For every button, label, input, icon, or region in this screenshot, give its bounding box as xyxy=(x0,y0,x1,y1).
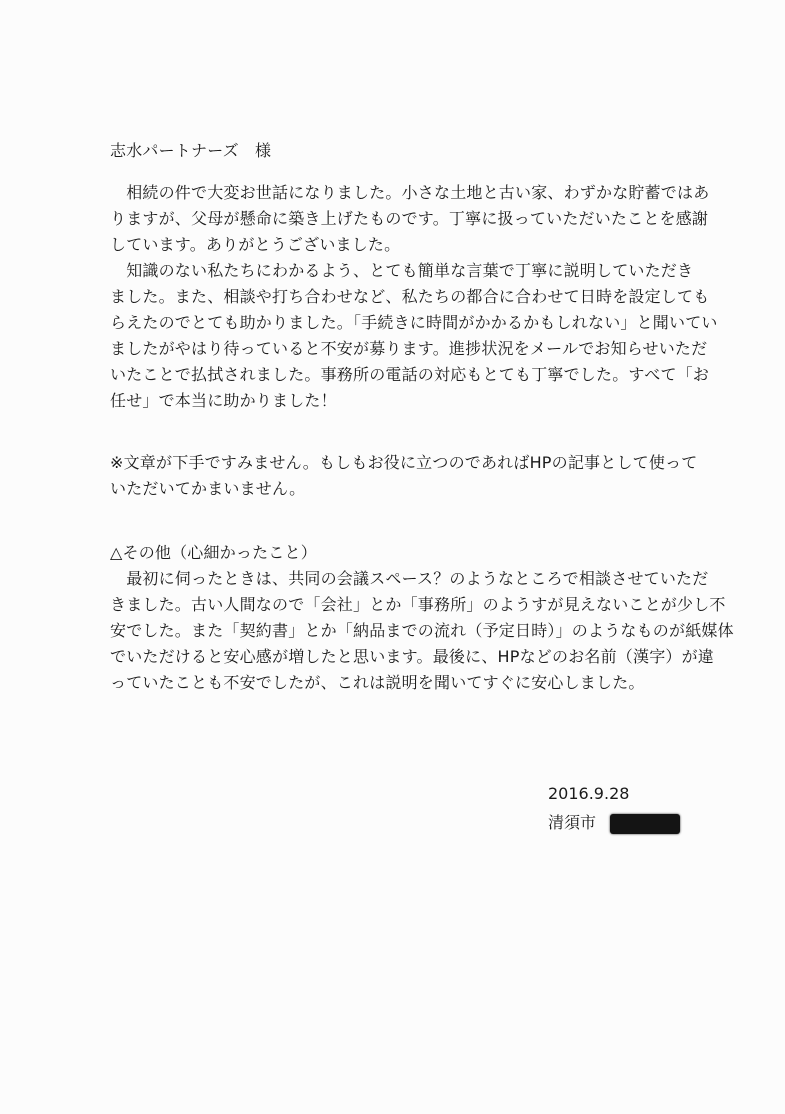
body-line: 知識のない私たちにわかるよう、とても簡単な言葉で丁寧に説明していただき xyxy=(110,261,694,280)
salutation-line: 志水パートナーズ 様 xyxy=(110,141,272,160)
letter-body xyxy=(110,180,718,414)
body-line: 相続の件で大変お世話になりました。小さな土地と古い家、わずかな貯蓄ではあ xyxy=(110,183,710,202)
body-line: 任せ」で本当に助かりました！ xyxy=(110,391,337,410)
other-concerns-section xyxy=(110,540,734,696)
body-line: ました。また、相談や打ち合わせなど、私たちの都合に合わせて日時を設定しても xyxy=(110,287,710,306)
note-line: ※文章が下手ですみません。もしもお役に立つのであればHPの記事として使って xyxy=(110,453,698,472)
other-line: きました。古い人間なので「会社」とか「事務所」のようすが見えないことが少し不 xyxy=(110,595,726,614)
body-line: ましたがやはり待っていると不安が募ります。進捗状況をメールでお知らせいただ xyxy=(110,339,708,358)
body-line: しています。ありがとうございました。 xyxy=(110,235,401,254)
body-line: いたことで払拭されました。事務所の電話の対応もとても丁寧でした。すべて「お xyxy=(110,365,710,384)
signature-line xyxy=(548,808,680,837)
redacted-name xyxy=(610,814,680,834)
body-line: らえたのでとても助かりました。「手続きに時間がかかるかもしれない」と聞いてい xyxy=(110,313,718,332)
other-line: っていたことも不安でしたが、これは説明を聞いてすぐに安心しました。 xyxy=(110,673,645,692)
body-line: りますが、父母が懸命に築き上げたものです。丁寧に扱っていただいたことを感謝 xyxy=(110,209,709,228)
other-heading: △その他（心細かったこと） xyxy=(110,543,317,562)
salutation xyxy=(110,138,710,164)
note-paragraph xyxy=(110,450,710,502)
other-line: でいただけると安心感が増したと思います。最後に、HPなどのお名前（漢字）が違 xyxy=(110,647,715,666)
city: 清須市 xyxy=(548,813,597,832)
date: 2016.9.28 xyxy=(548,784,630,803)
closing-block xyxy=(548,779,680,837)
other-line: 安でした。また「契約書」とか「納品までの流れ（予定日時）」のようなものが紙媒体 xyxy=(110,621,734,640)
note-line: いただいてかまいません。 xyxy=(110,479,306,498)
other-line: 最初に伺ったときは、共同の会議スペース？のようなところで相談させていただ xyxy=(110,569,709,588)
